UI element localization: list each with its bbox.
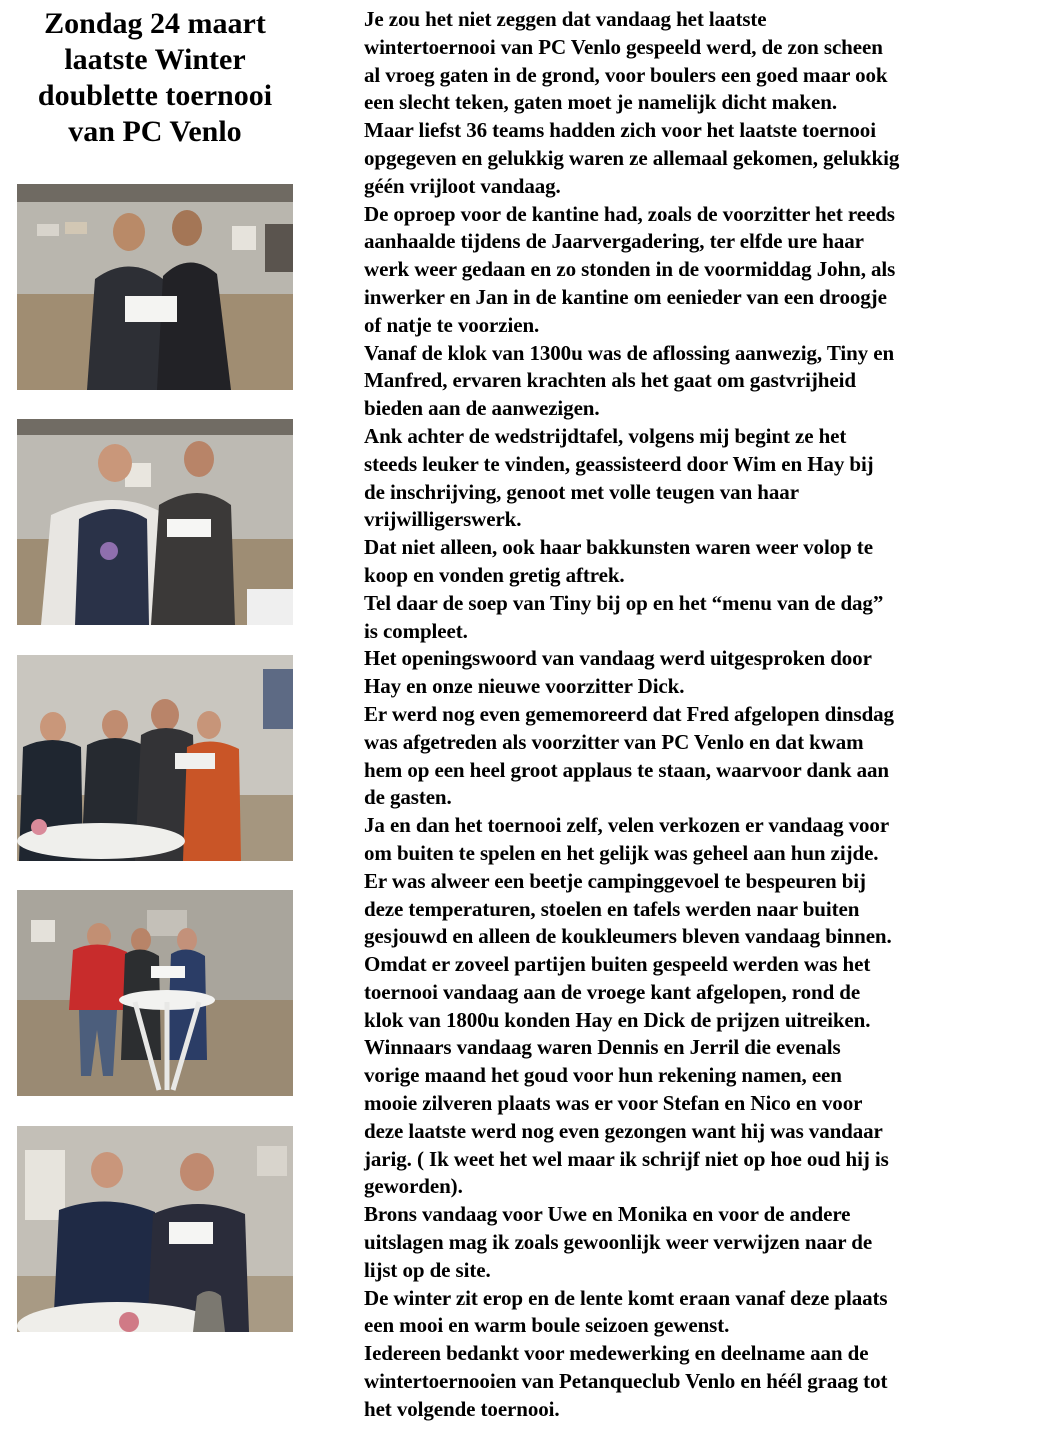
winners-photo-4 bbox=[17, 890, 293, 1096]
article-line: inwerker en Jan in de kantine om eenieder van een droogje bbox=[364, 284, 887, 309]
article-line: wintertoernooi van PC Venlo gespeeld werd, de zon scheen bbox=[364, 34, 883, 59]
article-line: opgegeven en gelukkig waren ze allemaal gekomen, gelukkig bbox=[364, 145, 900, 170]
article-line: een mooi en warm boule seizoen gewenst. bbox=[364, 1313, 730, 1338]
article-line: werk weer gedaan en zo stonden in de voormiddag John, als bbox=[364, 257, 896, 282]
article-line: Er werd nog even gememoreerd dat Fred afgelopen dinsdag bbox=[364, 701, 894, 726]
winners-photo-3 bbox=[17, 655, 293, 861]
article-line: wintertoernooien van Petanqueclub Venlo en héél graag tot bbox=[364, 1369, 888, 1394]
article-line: het volgende toernooi. bbox=[364, 1396, 560, 1421]
article-line: een slecht teken, gaten moet je namelijk dicht maken. bbox=[364, 90, 837, 115]
article-line: Brons vandaag voor Uwe en Monika en voor de andere bbox=[364, 1202, 851, 1227]
article-line: koop en vonden gretig aftrek. bbox=[364, 562, 625, 587]
article-line: deze laatste werd nog even gezongen want hij was vandaar bbox=[364, 1118, 883, 1143]
article-line: Omdat er zoveel partijen buiten gespeeld werden was het bbox=[364, 952, 871, 977]
winners-photo-1 bbox=[17, 184, 293, 390]
article-line: vrijwilligerswerk. bbox=[364, 507, 522, 532]
article-line: was afgetreden als voorzitter van PC Venlo en dat kwam bbox=[364, 729, 864, 754]
article-line: Hay en onze nieuwe voorzitter Dick. bbox=[364, 674, 685, 699]
article-line: vorige maand het goud voor hun rekening namen, een bbox=[364, 1063, 842, 1088]
article-line: Ja en dan het toernooi zelf, velen verkozen er vandaag voor bbox=[364, 813, 890, 838]
article-line: Vanaf de klok van 1300u was de aflossing aanwezig, Tiny en bbox=[364, 340, 895, 365]
article-line: deze temperaturen, stoelen en tafels werden naar buiten bbox=[364, 896, 860, 921]
winners-photo-5 bbox=[17, 1126, 293, 1332]
article-line: al vroeg gaten in de grond, voor boulers een goed maar ook bbox=[364, 62, 888, 87]
article-line: bieden aan de aanwezigen. bbox=[364, 396, 600, 421]
article-line: Manfred, ervaren krachten als het gaat om gastvrijheid bbox=[364, 368, 856, 393]
title-line: van PC Venlo bbox=[68, 115, 242, 148]
article-line: steeds leuker te vinden, geassisteerd door Wim en Hay bij bbox=[364, 451, 874, 476]
article-line: De winter zit erop en de lente komt eraan vanaf deze plaats bbox=[364, 1285, 888, 1310]
article-line: lijst op de site. bbox=[364, 1257, 491, 1282]
title-line: laatste Winter bbox=[64, 43, 246, 76]
winners-photo-2 bbox=[17, 419, 293, 625]
article-line: toernooi vandaag aan de vroege kant afgelopen, rond de bbox=[364, 979, 861, 1004]
article-line: Er was alweer een beetje campinggevoel te bespeuren bij bbox=[364, 868, 866, 893]
article-line: Ank achter de wedstrijdtafel, volgens mij begint ze het bbox=[364, 423, 847, 448]
article-line: Winnaars vandaag waren Dennis en Jerril die evenals bbox=[364, 1035, 841, 1060]
page-title bbox=[14, 6, 296, 150]
article-line: Maar liefst 36 teams hadden zich voor het laatste toernooi bbox=[364, 118, 876, 143]
article-line: uitslagen mag ik zoals gewoonlijk weer verwijzen naar de bbox=[364, 1230, 873, 1255]
article-line: jarig. ( Ik weet het wel maar ik schrijf niet op hoe oud hij is bbox=[364, 1146, 889, 1171]
article-line: De oproep voor de kantine had, zoals de voorzitter het reeds bbox=[364, 201, 895, 226]
article-line: mooie zilveren plaats was er voor Stefan en Nico en voor bbox=[364, 1091, 863, 1116]
title-line: Zondag 24 maart bbox=[44, 7, 266, 40]
article-line: hem op een heel groot applaus te staan, waarvoor dank aan bbox=[364, 757, 889, 782]
article-line: Tel daar de soep van Tiny bij op en het “menu van de dag” bbox=[364, 590, 884, 615]
article-line: om buiten te spelen en het gelijk was geheel aan hun zijde. bbox=[364, 840, 879, 865]
article-line: klok van 1800u konden Hay en Dick de prijzen uitreiken. bbox=[364, 1007, 871, 1032]
article-line: Dat niet alleen, ook haar bakkunsten waren weer volop te bbox=[364, 535, 873, 560]
article-line: de inschrijving, genoot met volle teugen van haar bbox=[364, 479, 799, 504]
article-line: Je zou het niet zeggen dat vandaag het laatste bbox=[364, 7, 767, 31]
article-line: is compleet. bbox=[364, 618, 468, 643]
article-line: géén vrijloot vandaag. bbox=[364, 173, 561, 198]
article-line: de gasten. bbox=[364, 785, 452, 810]
article-line: gesjouwd en alleen de koukleumers bleven vandaag binnen. bbox=[364, 924, 892, 949]
article-line: Iedereen bedankt voor medewerking en deelname aan de bbox=[364, 1341, 869, 1366]
article-line: of natje te voorzien. bbox=[364, 312, 540, 337]
title-line: doublette toernooi bbox=[37, 79, 273, 112]
article-line: aanhaalde tijdens de Jaarvergadering, ter elfde ure haar bbox=[364, 229, 864, 254]
article-body bbox=[364, 6, 1032, 1424]
article-line: geworden). bbox=[364, 1174, 463, 1199]
article-line: Het openingswoord van vandaag werd uitgesproken door bbox=[364, 646, 872, 671]
